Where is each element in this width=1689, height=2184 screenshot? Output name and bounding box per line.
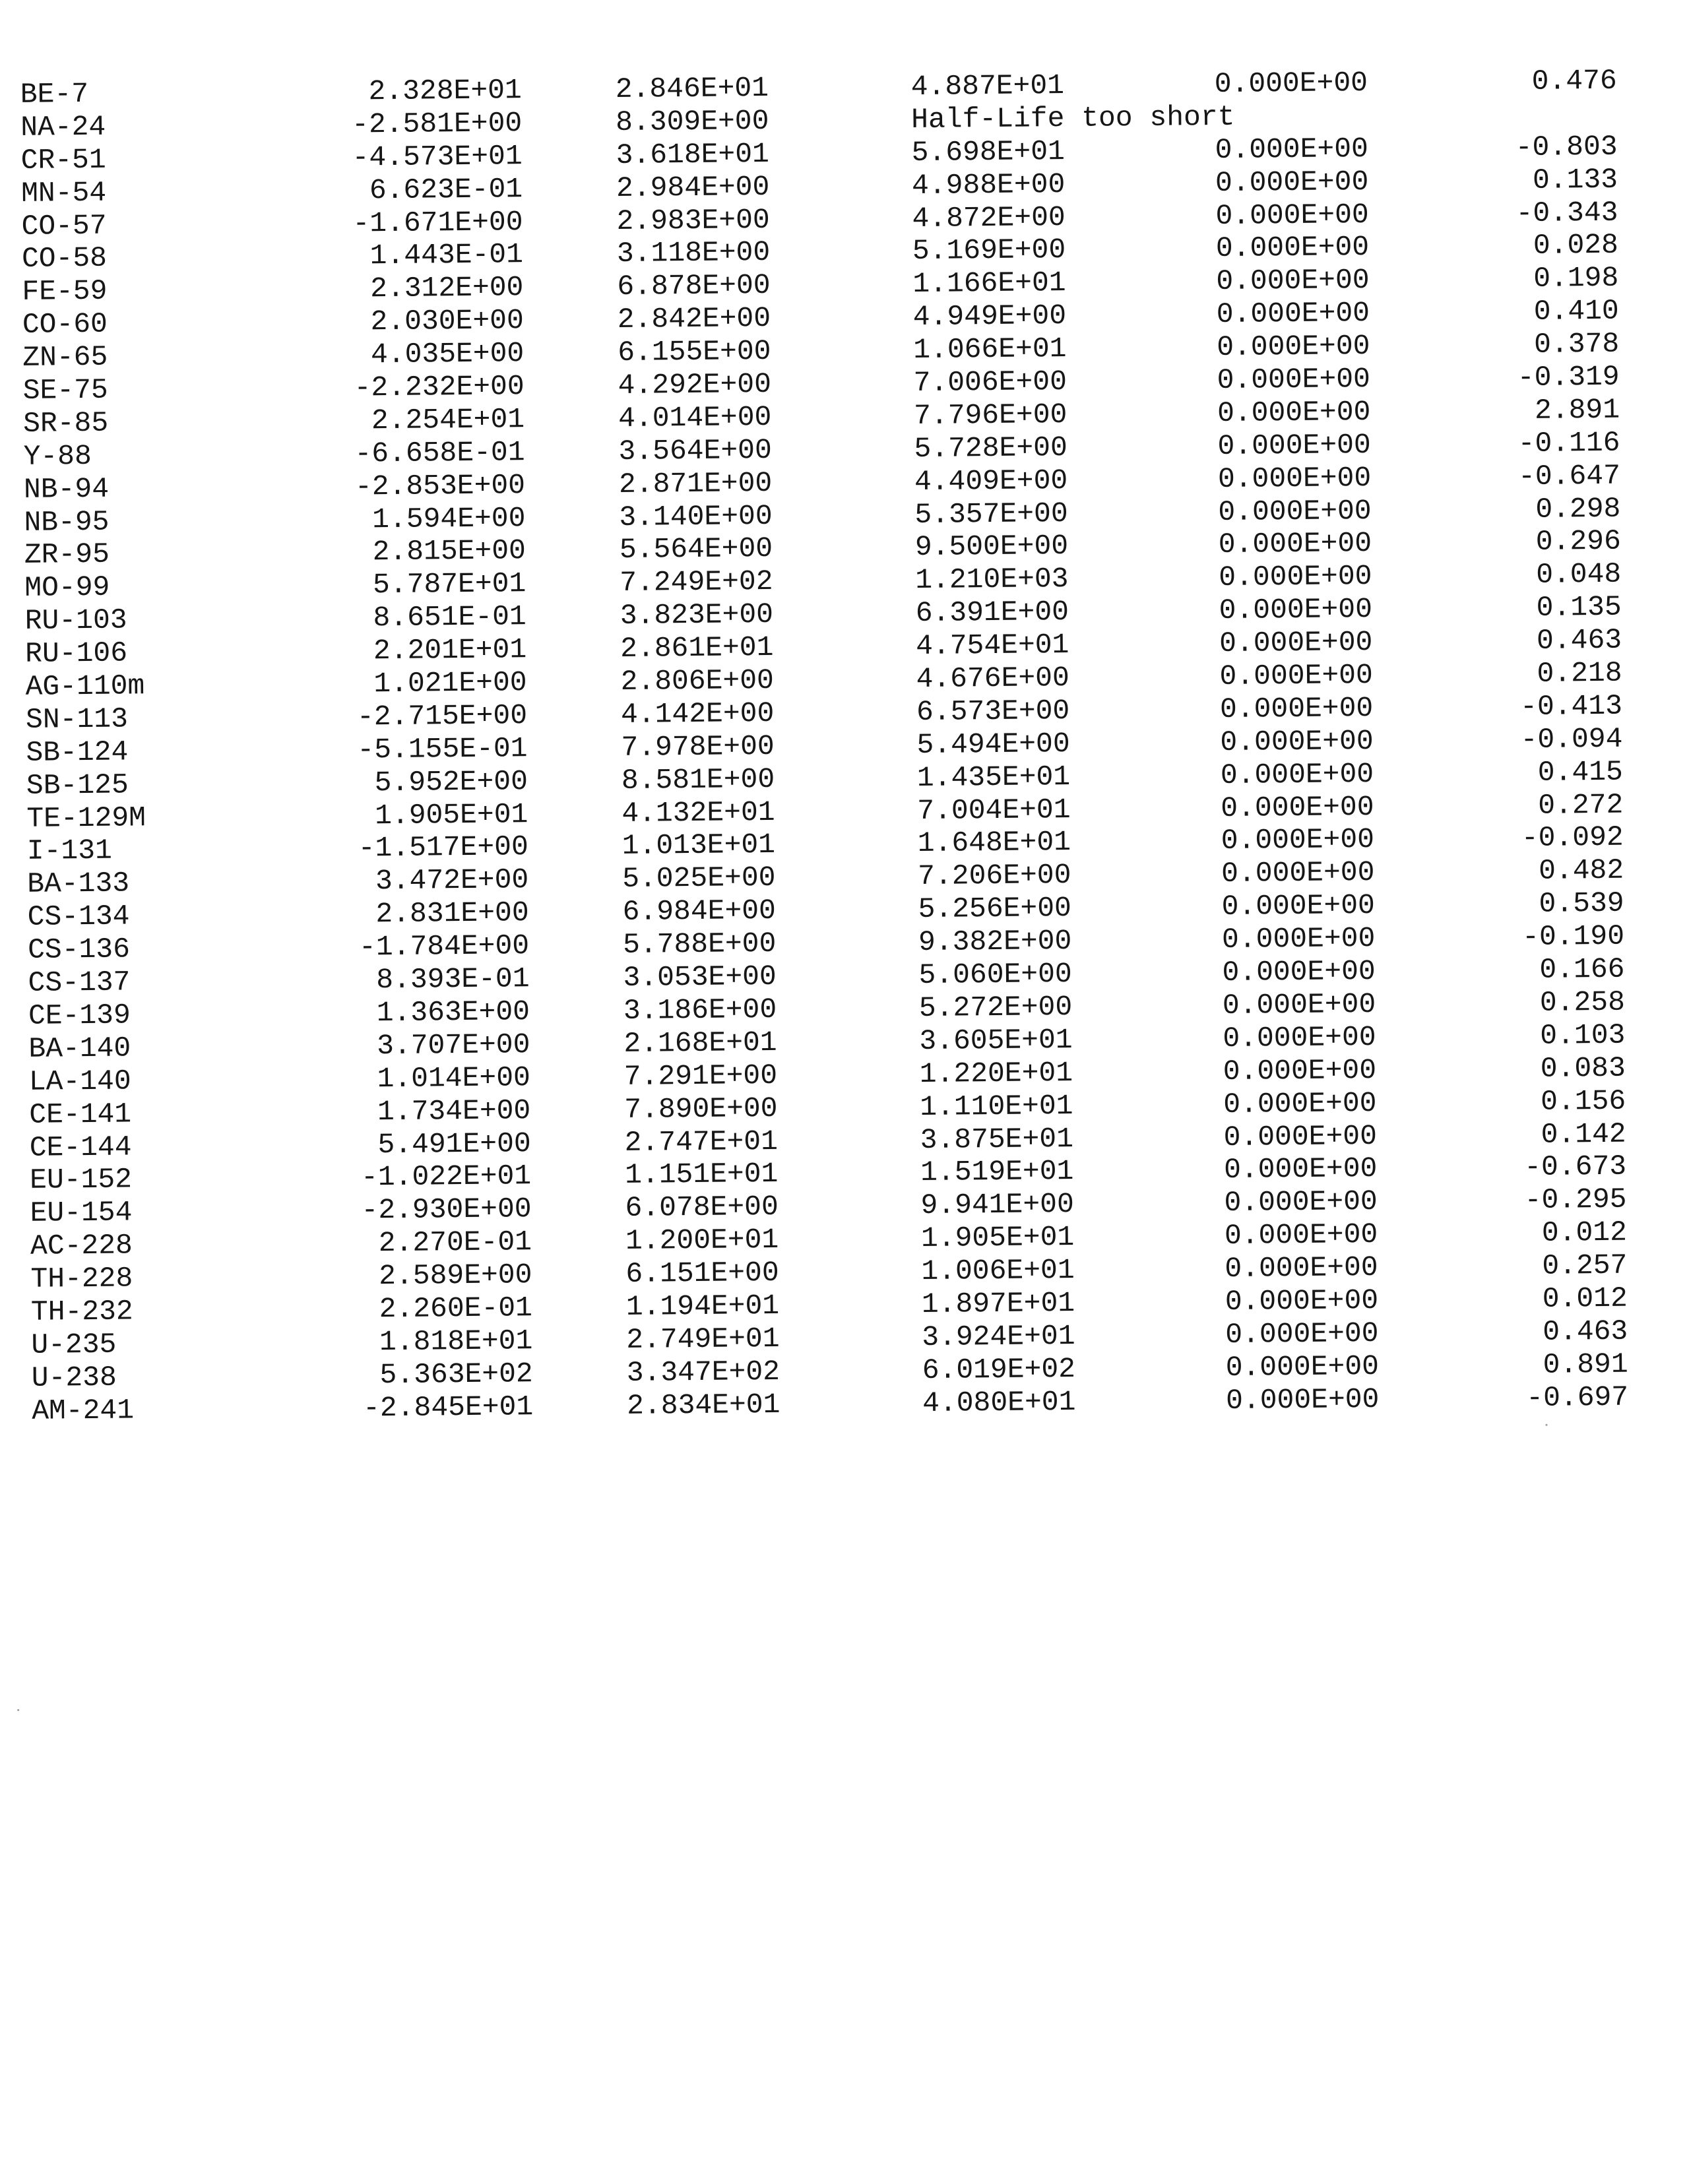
value-cell: 0.000E+00 (1219, 659, 1374, 693)
nuclide-cell: ZR-95 (24, 538, 110, 572)
nuclide-cell: CO-58 (21, 242, 108, 276)
ratio-cell: 0.135 (1536, 590, 1622, 625)
value-cell: 0.000E+00 (1216, 264, 1370, 298)
value-cell: 2.030E+00 (370, 304, 525, 338)
ratio-cell: -0.092 (1521, 821, 1624, 855)
ratio-cell: 0.891 (1543, 1348, 1628, 1381)
nuclide-cell: BE-7 (20, 77, 89, 111)
value-cell: 0.000E+00 (1225, 1251, 1378, 1286)
value-cell: 5.491E+00 (377, 1127, 531, 1161)
value-cell: 9.382E+00 (918, 925, 1072, 959)
ratio-cell: 0.272 (1538, 788, 1624, 822)
value-cell: 0.000E+00 (1217, 428, 1371, 462)
nuclide-cell: CE-144 (29, 1130, 132, 1164)
value-cell: 9.500E+00 (914, 530, 1069, 564)
value-cell: 2.589E+00 (378, 1259, 532, 1293)
value-cell: 0.000E+00 (1216, 297, 1370, 331)
ratio-cell: -0.673 (1524, 1150, 1627, 1184)
value-cell: 3.118E+00 (616, 236, 771, 270)
nuclide-cell: SN-113 (25, 702, 129, 736)
ratio-cell: 0.482 (1538, 854, 1624, 888)
value-cell: -4.573E+01 (352, 139, 523, 174)
value-cell: 0.000E+00 (1215, 198, 1369, 232)
nuclide-cell: BA-133 (27, 867, 130, 901)
value-cell: 2.270E-01 (378, 1226, 532, 1260)
value-cell: -2.581E+00 (351, 107, 523, 141)
value-cell: 4.949E+00 (912, 299, 1067, 334)
ratio-cell: 0.415 (1537, 755, 1624, 789)
value-cell: 4.080E+01 (922, 1385, 1076, 1420)
value-cell: 1.210E+03 (915, 563, 1069, 597)
note-cell: Half-Life too short (910, 100, 1235, 136)
value-cell: 3.707E+00 (376, 1028, 530, 1063)
value-cell: 0.000E+00 (1223, 1152, 1378, 1187)
ratio-cell: -0.094 (1520, 722, 1623, 756)
value-cell: 4.409E+00 (914, 464, 1068, 498)
value-cell: 0.000E+00 (1224, 1185, 1378, 1220)
ratio-cell: 0.012 (1541, 1216, 1628, 1249)
ratio-cell: -0.647 (1517, 459, 1621, 493)
value-cell: 0.000E+00 (1225, 1383, 1380, 1417)
value-cell: 0.000E+00 (1225, 1350, 1380, 1384)
value-cell: 0.000E+00 (1215, 165, 1369, 199)
value-cell: 4.754E+01 (915, 629, 1069, 663)
value-cell: 0.000E+00 (1221, 922, 1376, 956)
value-cell: 2.846E+01 (615, 71, 769, 106)
value-cell: 3.053E+00 (623, 960, 777, 994)
ratio-cell: 0.296 (1535, 525, 1622, 559)
value-cell: 1.151E+01 (624, 1158, 779, 1192)
nuclide-results-table (20, 65, 1629, 1428)
value-cell: 2.312E+00 (369, 271, 524, 305)
value-cell: 6.623E-01 (369, 172, 523, 206)
nuclide-cell: BA-140 (28, 1032, 131, 1065)
nuclide-cell: SB-124 (26, 735, 129, 769)
nuclide-cell: CO-60 (22, 307, 108, 342)
value-cell: 3.186E+00 (623, 993, 777, 1027)
ratio-cell: 0.028 (1533, 229, 1619, 263)
value-cell: 4.132E+01 (621, 796, 775, 830)
nuclide-cell: NA-24 (20, 110, 106, 144)
value-cell: 2.871E+00 (618, 466, 773, 501)
value-cell: 3.924E+01 (922, 1319, 1075, 1354)
value-cell: 2.984E+00 (616, 170, 770, 204)
value-cell: 7.004E+01 (917, 793, 1071, 827)
value-cell: 7.206E+00 (917, 859, 1071, 893)
value-cell: 1.594E+00 (371, 501, 526, 536)
value-cell: -2.930E+00 (361, 1193, 532, 1227)
value-cell: 5.363E+02 (379, 1357, 533, 1391)
value-cell: 0.000E+00 (1222, 955, 1376, 989)
value-cell: 0.000E+00 (1220, 724, 1374, 759)
ratio-cell: 2.891 (1534, 393, 1620, 427)
nuclide-cell: MN-54 (20, 176, 107, 210)
value-cell: 6.573E+00 (916, 694, 1070, 728)
nuclide-cell: TH-228 (30, 1262, 133, 1295)
value-cell: 1.066E+01 (913, 332, 1067, 367)
nuclide-cell: SR-85 (22, 406, 109, 440)
value-cell: 2.260E-01 (379, 1292, 533, 1326)
value-cell: 5.169E+00 (912, 234, 1066, 268)
value-cell: 0.000E+00 (1223, 1020, 1376, 1055)
value-cell: 1.006E+01 (921, 1254, 1075, 1288)
value-cell: 4.988E+00 (911, 168, 1066, 202)
value-cell: -1.022E+01 (360, 1160, 532, 1194)
value-cell: 1.818E+01 (379, 1324, 533, 1359)
value-cell: 0.000E+00 (1219, 626, 1373, 660)
value-cell: 5.357E+00 (914, 497, 1068, 531)
ratio-cell: -0.319 (1517, 360, 1620, 394)
value-cell: 7.796E+00 (913, 398, 1068, 432)
nuclide-cell: CS-137 (28, 966, 131, 999)
value-cell: 5.698E+01 (911, 135, 1066, 169)
value-cell: 7.890E+00 (624, 1092, 778, 1126)
value-cell: 1.734E+00 (377, 1094, 531, 1128)
value-cell: 1.905E+01 (920, 1221, 1075, 1255)
value-cell: 4.872E+00 (912, 201, 1066, 235)
nuclide-cell: LA-140 (28, 1065, 131, 1098)
ratio-cell: 0.048 (1536, 558, 1622, 592)
value-cell: 0.000E+00 (1219, 691, 1374, 726)
value-cell: 1.021E+00 (373, 666, 527, 701)
ratio-cell: -0.343 (1515, 196, 1618, 230)
nuclide-cell: SB-125 (26, 768, 129, 802)
nuclide-cell: CS-136 (27, 933, 131, 966)
value-cell: 4.035E+00 (370, 337, 525, 371)
value-cell: 6.151E+00 (625, 1256, 779, 1290)
ratio-cell: 0.012 (1542, 1282, 1628, 1315)
value-cell: 3.823E+00 (620, 598, 774, 633)
value-cell: 5.494E+00 (916, 727, 1070, 761)
value-cell: 0.000E+00 (1217, 395, 1371, 429)
value-cell: 1.200E+01 (625, 1224, 779, 1258)
nuclide-cell: RU-103 (24, 604, 127, 638)
value-cell: 0.000E+00 (1219, 560, 1372, 594)
nuclide-cell: ZN-65 (22, 340, 108, 374)
value-cell: 6.078E+00 (625, 1191, 779, 1225)
ratio-cell: 0.539 (1539, 887, 1624, 921)
value-cell: 1.363E+00 (376, 995, 530, 1030)
value-cell: 3.875E+01 (920, 1122, 1074, 1156)
value-cell: 2.168E+01 (623, 1026, 777, 1060)
nuclide-cell: NB-95 (24, 505, 110, 539)
value-cell: 1.194E+01 (625, 1289, 780, 1323)
value-cell: 0.000E+00 (1218, 527, 1372, 561)
ratio-cell: 0.298 (1535, 492, 1621, 526)
value-cell: 5.025E+00 (622, 861, 776, 896)
value-cell: 4.142E+00 (620, 697, 775, 731)
value-cell: 2.201E+01 (373, 633, 527, 668)
value-cell: 2.983E+00 (616, 203, 770, 237)
value-cell: 2.747E+01 (624, 1125, 779, 1159)
ratio-cell: 0.258 (1539, 985, 1626, 1019)
value-cell: 5.728E+00 (914, 431, 1068, 465)
ratio-cell: 0.218 (1537, 656, 1622, 690)
value-cell: 1.648E+01 (917, 826, 1071, 860)
value-cell: 1.220E+01 (919, 1056, 1073, 1090)
ratio-cell: 0.463 (1536, 623, 1622, 657)
value-cell: 0.000E+00 (1224, 1218, 1378, 1253)
nuclide-cell: NB-94 (23, 472, 110, 506)
ratio-cell: 0.142 (1541, 1117, 1626, 1151)
value-cell: -2.715E+00 (356, 699, 528, 733)
value-cell: 0.000E+00 (1222, 987, 1376, 1022)
value-cell: 0.000E+00 (1221, 856, 1375, 890)
value-cell: 7.978E+00 (621, 730, 775, 764)
value-cell: 2.834E+01 (626, 1388, 781, 1422)
ratio-cell: 0.083 (1540, 1051, 1626, 1085)
value-cell: -1.517E+00 (358, 830, 529, 865)
nuclide-cell: EU-154 (30, 1196, 133, 1230)
value-cell: 8.393E-01 (376, 962, 530, 997)
value-cell: 3.472E+00 (375, 863, 529, 898)
value-cell: 1.013E+01 (621, 828, 776, 863)
nuclide-cell: MO-99 (24, 571, 110, 605)
value-cell: 0.000E+00 (1217, 330, 1370, 364)
nuclide-cell: Y-88 (23, 439, 92, 473)
value-cell: 3.347E+02 (626, 1355, 781, 1389)
ratio-cell: 0.133 (1532, 163, 1618, 197)
value-cell: 7.249E+02 (620, 565, 773, 600)
value-cell: 8.651E-01 (373, 600, 526, 635)
value-cell: 6.019E+02 (922, 1352, 1076, 1387)
value-cell: 2.842E+00 (617, 302, 771, 336)
nuclide-cell: CR-51 (20, 143, 106, 177)
value-cell: 6.878E+00 (617, 269, 771, 303)
value-cell: 9.941E+00 (920, 1188, 1075, 1222)
value-cell: 1.905E+01 (374, 797, 528, 832)
value-cell: 1.443E-01 (369, 238, 524, 272)
value-cell: -2.853E+00 (354, 468, 526, 503)
value-cell: 1.519E+01 (920, 1155, 1074, 1189)
ratio-cell: -0.295 (1524, 1183, 1627, 1217)
value-cell: 0.000E+00 (1217, 461, 1372, 495)
nuclide-cell: CE-141 (29, 1098, 132, 1131)
value-cell: -6.658E-01 (354, 435, 525, 470)
ratio-cell: 0.476 (1531, 64, 1617, 98)
ratio-cell: -0.803 (1515, 130, 1618, 164)
nuclide-cell: CO-57 (21, 209, 107, 243)
nuclide-cell: CS-134 (27, 900, 130, 934)
scan-speck (1545, 1424, 1547, 1426)
value-cell: 2.749E+01 (626, 1322, 780, 1356)
ratio-cell: 0.198 (1533, 262, 1619, 296)
value-cell: 5.788E+00 (622, 927, 777, 962)
value-cell: 4.887E+01 (910, 69, 1065, 104)
value-cell: 5.787E+01 (372, 567, 526, 602)
value-cell: 7.006E+00 (913, 365, 1068, 400)
nuclide-cell: I-131 (26, 834, 113, 868)
value-cell: 0.000E+00 (1215, 132, 1369, 166)
value-cell: 0.000E+00 (1225, 1284, 1379, 1318)
value-cell: 3.605E+01 (919, 1023, 1073, 1057)
value-cell: -1.784E+00 (358, 929, 530, 964)
value-cell: 2.831E+00 (375, 896, 529, 931)
value-cell: 0.000E+00 (1218, 494, 1372, 528)
ratio-cell: -0.190 (1521, 920, 1625, 954)
value-cell: 1.014E+00 (377, 1061, 531, 1095)
nuclide-cell: AM-241 (32, 1394, 135, 1427)
ratio-cell: 0.410 (1533, 294, 1619, 328)
value-cell: 6.155E+00 (618, 335, 771, 369)
value-cell: 2.861E+01 (620, 631, 774, 666)
ratio-cell: 0.257 (1542, 1249, 1628, 1282)
nuclide-cell: TH-232 (30, 1295, 133, 1328)
value-cell: 4.014E+00 (618, 400, 772, 435)
value-cell: 8.309E+00 (615, 104, 769, 139)
value-cell: 7.291E+00 (623, 1059, 778, 1093)
value-cell: -1.671E+00 (352, 205, 523, 240)
nuclide-cell: FE-59 (22, 275, 108, 309)
value-cell: 8.581E+00 (621, 763, 775, 797)
nuclide-cell: SE-75 (22, 373, 108, 407)
ratio-cell: 0.156 (1540, 1084, 1626, 1118)
ratio-cell: 0.463 (1543, 1315, 1628, 1348)
value-cell: 0.000E+00 (1215, 231, 1370, 265)
value-cell: 2.254E+01 (371, 403, 525, 437)
value-cell: 4.292E+00 (618, 367, 772, 402)
value-cell: 0.000E+00 (1214, 67, 1368, 101)
nuclide-cell: CE-139 (28, 999, 131, 1032)
ratio-cell: -0.116 (1517, 426, 1620, 460)
value-cell: 2.815E+00 (372, 534, 526, 569)
value-cell: 4.676E+00 (916, 662, 1070, 696)
value-cell: 6.391E+00 (915, 596, 1069, 630)
value-cell: 0.000E+00 (1225, 1317, 1379, 1351)
value-cell: -5.155E-01 (357, 732, 528, 766)
value-cell: 6.984E+00 (622, 894, 777, 929)
value-cell: 3.140E+00 (619, 499, 773, 534)
ratio-cell: 0.166 (1539, 952, 1625, 986)
value-cell: 0.000E+00 (1223, 1086, 1377, 1121)
nuclide-cell: RU-106 (24, 637, 128, 670)
nuclide-cell: U-238 (31, 1361, 117, 1394)
value-cell: 5.256E+00 (918, 892, 1072, 926)
value-cell: 0.000E+00 (1220, 757, 1374, 792)
value-cell: 0.000E+00 (1223, 1119, 1378, 1154)
ratio-cell: 0.378 (1533, 327, 1620, 361)
value-cell: 0.000E+00 (1221, 823, 1375, 858)
value-cell: 3.618E+01 (616, 137, 770, 172)
value-cell: -2.845E+01 (362, 1390, 534, 1425)
value-cell: 1.166E+01 (912, 266, 1066, 301)
value-cell: 1.435E+01 (916, 760, 1071, 794)
nuclide-cell: EU-152 (29, 1163, 133, 1197)
scan-speck (17, 1709, 19, 1711)
value-cell: 5.060E+00 (918, 958, 1072, 992)
value-cell: 5.952E+00 (374, 764, 528, 799)
nuclide-cell: AG-110m (25, 670, 145, 703)
value-cell: 2.806E+00 (620, 664, 775, 698)
value-cell: 0.000E+00 (1217, 363, 1371, 397)
value-cell: 5.272E+00 (918, 990, 1073, 1024)
nuclide-cell: AC-228 (30, 1229, 133, 1263)
value-cell: 3.564E+00 (618, 433, 773, 468)
value-cell: 0.000E+00 (1221, 889, 1376, 923)
ratio-cell: -0.413 (1519, 689, 1623, 723)
nuclide-cell: TE-129M (26, 801, 146, 835)
value-cell: 1.897E+01 (921, 1286, 1075, 1321)
value-cell: 0.000E+00 (1221, 790, 1374, 825)
ratio-cell: -0.697 (1526, 1381, 1629, 1414)
value-cell: -2.232E+00 (354, 370, 525, 404)
value-cell: 5.564E+00 (619, 532, 773, 567)
value-cell: 1.110E+01 (920, 1089, 1073, 1123)
value-cell: 0.000E+00 (1223, 1053, 1377, 1088)
nuclide-cell: U-235 (31, 1328, 117, 1361)
value-cell: 2.328E+01 (368, 74, 522, 108)
value-cell: 0.000E+00 (1219, 593, 1373, 627)
ratio-cell: 0.103 (1540, 1018, 1626, 1052)
